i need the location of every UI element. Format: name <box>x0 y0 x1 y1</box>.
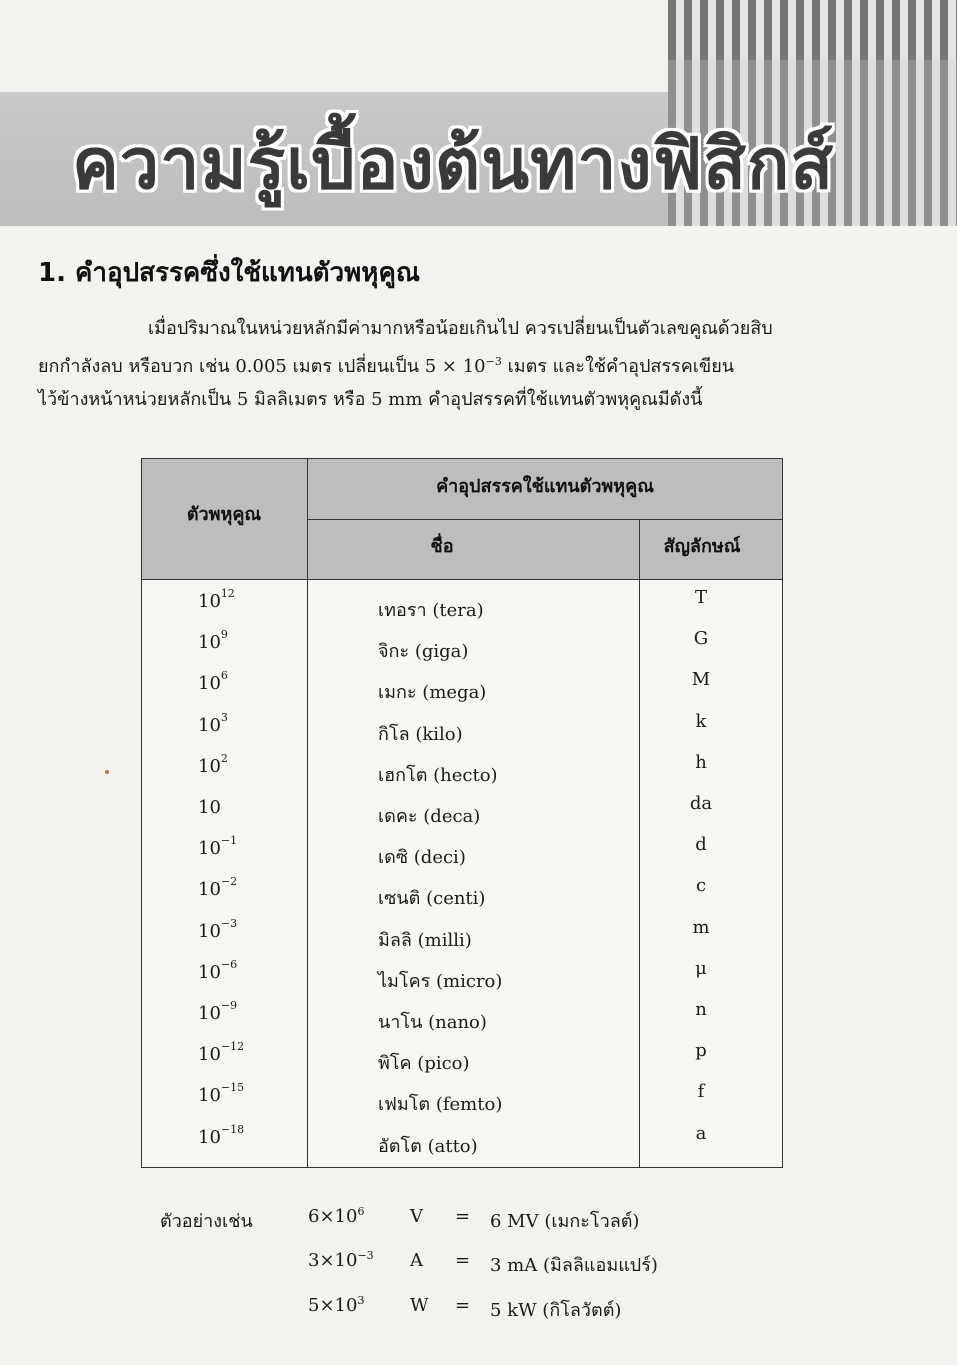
multiplier-base: 10 <box>198 879 221 901</box>
prefix-name-cell: จิกะ (giga) <box>378 641 469 663</box>
multiplier-base: 10 <box>198 714 221 736</box>
multiplier-cell <box>198 669 228 695</box>
example-multiplier <box>308 1295 364 1316</box>
prefix-symbol-cell: c <box>695 875 707 897</box>
example-exponent: −3 <box>357 1249 374 1262</box>
example-unit-text: V <box>410 1206 423 1227</box>
prefix-table <box>141 458 783 1168</box>
prefix-symbol-cell: μ <box>695 957 707 979</box>
multiplier-cell <box>198 834 238 860</box>
multiplier-cell <box>198 628 228 654</box>
multiplier-cell <box>198 751 228 777</box>
example-equals-text: = <box>455 1250 471 1271</box>
example-multiplier <box>308 1206 364 1227</box>
multiplier-cell <box>198 875 238 901</box>
example-multiplier-text: 6×10 <box>308 1206 358 1227</box>
prefix-symbol-cell: n <box>695 999 707 1020</box>
example-unit <box>410 1206 423 1227</box>
prefix-name-cell: เมกะ (mega) <box>378 682 487 704</box>
header-prefix-group: คำอุปสรรคใช้แทนตัวพหุคูณ <box>436 476 654 497</box>
prefix-symbol-cell: da <box>689 793 713 814</box>
multiplier-exponent: 3 <box>220 710 228 724</box>
multiplier-base: 10 <box>198 1044 221 1066</box>
multiplier-exponent: −2 <box>220 875 238 889</box>
prefix-name-cell: ไมโคร (micro) <box>378 970 503 992</box>
example-equals <box>455 1206 470 1227</box>
multiplier-cell <box>198 916 238 942</box>
example-result-text: 5 kW (กิโลวัตต์) <box>490 1300 622 1321</box>
prefix-symbol-cell: m <box>692 916 710 938</box>
example-multiplier <box>308 1250 374 1271</box>
multiplier-base: 10 <box>198 1003 221 1024</box>
intro-paragraph <box>38 312 920 416</box>
paragraph-line-2-b: เมตร และใช้คำอุปสรรคเขียน <box>501 356 735 377</box>
paragraph-line-3: ไว้ข้างหน้าหน่วยหลักเป็น 5 มิลลิเมตร หรือ 5 mm คำอุปสรรคที่ใช้แทนตัวพหุคูณมีดังนี้ <box>38 389 703 410</box>
multiplier-exponent: 12 <box>220 587 235 600</box>
multiplier-exponent: 9 <box>220 628 228 642</box>
header-stripes-top <box>668 0 957 60</box>
prefix-symbol-cell: k <box>695 710 707 732</box>
prefix-symbol-cell: T <box>694 587 708 608</box>
multiplier-cell <box>198 710 228 736</box>
multiplier-exponent: −9 <box>220 999 238 1012</box>
multiplier-cell <box>198 587 235 612</box>
prefix-name-cell: นาโน (nano) <box>378 1012 487 1033</box>
prefix-symbol-cell: h <box>695 751 707 773</box>
multiplier-base: 10 <box>198 838 221 860</box>
paragraph-line-2 <box>38 345 920 383</box>
prefix-name-cell: เซนติ (centi) <box>378 888 486 910</box>
multiplier-base: 10 <box>198 1126 221 1148</box>
examples-label: ตัวอย่างเช่น <box>160 1211 253 1232</box>
multiplier-exponent: −12 <box>220 1040 245 1054</box>
multiplier-base: 10 <box>198 961 221 983</box>
example-unit <box>410 1250 423 1271</box>
prefix-symbol-cell: a <box>695 1122 707 1144</box>
multiplier-exponent: −15 <box>220 1081 245 1095</box>
example-unit <box>410 1295 429 1316</box>
prefix-symbol-cell: G <box>693 628 709 650</box>
header-symbol: สัญลักษณ์ <box>663 536 741 557</box>
multiplier-base: 10 <box>198 673 221 695</box>
header-subdivider <box>307 519 782 520</box>
multiplier-base: 10 <box>198 920 221 942</box>
example-result-text: 3 mA (มิลลิแอมแปร์) <box>490 1255 658 1276</box>
prefix-symbol-cell: M <box>691 669 711 691</box>
header-top-margin <box>0 0 668 92</box>
multiplier-base: 10 <box>198 1085 221 1107</box>
multiplier-base: 10 <box>198 755 221 777</box>
example-result <box>490 1250 658 1279</box>
multiplier-cell <box>198 1040 245 1066</box>
example-equals <box>455 1250 470 1271</box>
multiplier-base: 10 <box>198 797 221 818</box>
prefix-symbol-cell: f <box>697 1081 705 1103</box>
multiplier-cell <box>198 999 238 1024</box>
example-equals <box>455 1295 470 1316</box>
prefix-symbol-cell: p <box>695 1040 707 1062</box>
paragraph-line-2-a: ยกกำลังลบ หรือบวก เช่น 0.005 เมตร เปลี่ยนเป็น 5 × 10 <box>38 356 486 377</box>
prefix-name-cell: มิลลิ (milli) <box>378 929 472 951</box>
prefix-name-cell: เฮกโต (hecto) <box>378 764 498 786</box>
multiplier-cell <box>198 1081 245 1107</box>
paragraph-exponent: −3 <box>485 355 502 368</box>
col-divider-2 <box>639 519 640 1167</box>
prefix-name-cell: อัตโต (atto) <box>378 1135 478 1157</box>
multiplier-exponent: 6 <box>220 669 228 683</box>
multiplier-base: 10 <box>198 632 221 654</box>
chapter-title: ความรู้เบื้องต้นทางฟิสิกส์ <box>72 123 835 205</box>
example-multiplier-text: 5×10 <box>308 1295 358 1316</box>
multiplier-cell <box>198 797 221 818</box>
multiplier-exponent: −18 <box>220 1122 245 1136</box>
multiplier-exponent: −1 <box>220 834 238 848</box>
prefix-name-cell: เทอรา (tera) <box>378 600 484 621</box>
multiplier-cell <box>198 957 238 983</box>
header-name: ชื่อ <box>430 536 454 557</box>
prefix-name-cell: เดซิ (deci) <box>378 847 466 869</box>
multiplier-exponent: 2 <box>220 751 228 765</box>
example-exponent: 6 <box>357 1205 365 1218</box>
multiplier-exponent: −3 <box>220 916 238 930</box>
example-equals-text: = <box>455 1295 471 1316</box>
section-heading: 1. คำอุปสรรคซึ่งใช้แทนตัวพหุคูณ <box>38 258 420 288</box>
col-divider-1 <box>307 459 308 1167</box>
prefix-name-cell: เฟมโต (femto) <box>378 1094 503 1116</box>
multiplier-cell <box>198 1122 245 1148</box>
paragraph-line-1: เมื่อปริมาณในหน่วยหลักมีค่ามากหรือน้อยเกินไป ควรเปลี่ยนเป็นตัวเลขคูณด้วยสิบ <box>148 318 773 339</box>
multiplier-exponent: −6 <box>220 957 238 971</box>
example-result <box>490 1206 639 1235</box>
prefix-symbol-cell: d <box>695 834 707 856</box>
example-result <box>490 1295 621 1324</box>
prefix-name-cell: พิโค (pico) <box>378 1053 470 1075</box>
example-exponent: 3 <box>357 1294 365 1307</box>
prefix-name-cell: เดคะ (deca) <box>378 806 481 827</box>
multiplier-base: 10 <box>198 591 221 612</box>
example-unit-text: A <box>410 1250 423 1271</box>
header-multiplier: ตัวพหุคูณ <box>186 504 262 525</box>
prefix-name-cell: กิโล (kilo) <box>378 723 463 745</box>
example-multiplier-text: 3×10 <box>308 1250 358 1271</box>
example-result-text: 6 MV (เมกะโวลต์) <box>490 1211 640 1232</box>
paper-speck <box>105 770 109 774</box>
example-equals-text: = <box>455 1206 471 1227</box>
example-unit-text: W <box>410 1295 429 1316</box>
